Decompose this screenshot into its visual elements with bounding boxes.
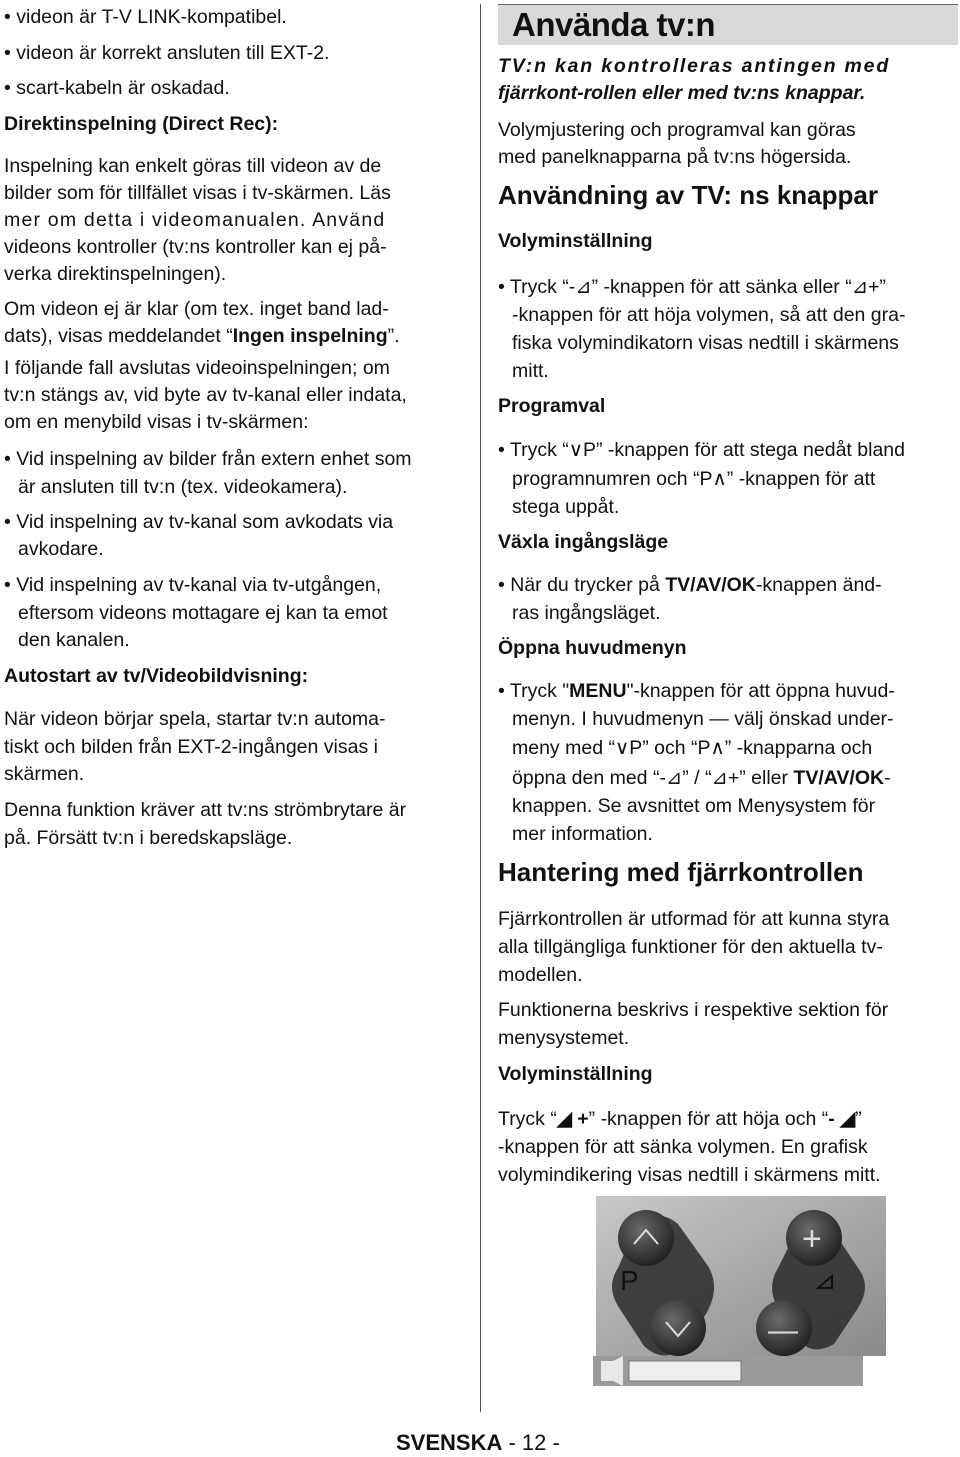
sub-heading: Volyminställning (498, 1063, 653, 1085)
text-line: avkodare. (18, 538, 104, 560)
text-fragment: dats), visas meddelandet “ (4, 325, 233, 347)
column-divider (480, 4, 481, 1412)
text-line: mer information. (512, 823, 653, 845)
text-line: videons kontroller (tv:ns kontroller kan ej på- (4, 236, 387, 258)
text-line: I följande fall avslutas videoinspelningen; om (4, 357, 390, 379)
text-line: När videon börjar spela, startar tv:n automa- (4, 708, 386, 730)
bullet-line: • videon är T-V LINK-kompatibel. (4, 6, 287, 28)
volume-down-symbol: - ◢ (828, 1108, 856, 1130)
text-line: Funktionerna beskrivs i respektive sektion för (498, 999, 889, 1021)
sub-heading: Programval (498, 395, 606, 417)
text-line: fiska volymindikatorn visas nedtill i skärmens (512, 332, 899, 354)
section-heading: Hantering med fjärrkontrollen (498, 857, 864, 887)
text-line: menysystemet. (498, 1027, 630, 1049)
text-line: -knappen för att höja volymen, så att den gra- (512, 304, 906, 326)
page-title: Använda tv:n (512, 6, 716, 43)
text-fragment: ” -knappen för att höja och “ (588, 1108, 829, 1130)
page-number: - 12 - (508, 1430, 560, 1455)
bullet-line: • Tryck “-⊿” -knappen för att sänka eller “⊿+” (498, 276, 886, 298)
text-line: den kanalen. (18, 629, 130, 651)
plus-label: + (802, 1220, 822, 1258)
bullet-line: • Vid inspelning av bilder från extern enhet som (4, 448, 412, 470)
sub-heading: Växla ingångsläge (498, 531, 669, 553)
text-line: mitt. (512, 360, 549, 382)
text-fragment: "-knappen för att öppna huvud- (626, 680, 895, 702)
tv-av-ok-label: TV/AV/OK (793, 767, 885, 789)
text-line: stega uppåt. (512, 496, 620, 518)
text-line: meny med “∨P” och “P∧” -knapparna och (512, 737, 873, 759)
bullet-line: • Vid inspelning av tv-kanal via tv-utgången, (4, 574, 382, 596)
text-line: programnumren och “P∧” -knappen för att (512, 468, 876, 490)
text-line (4, 323, 400, 350)
text-fragment: -knappen änd- (755, 574, 882, 596)
volume-indicator-bar (593, 1356, 863, 1386)
text-fragment: ” (855, 1108, 862, 1130)
text-line: volymindikering visas nedtill i skärmens mitt. (498, 1164, 881, 1186)
text-line: tv:n stängs av, vid byte av tv-kanal eller indata, (4, 384, 407, 406)
text-line (498, 1106, 862, 1133)
sub-heading: Volyminställning (498, 230, 653, 252)
p-label: P (620, 1265, 639, 1296)
language-label: SVENSKA (396, 1430, 503, 1455)
text-fragment: • När du trycker på (498, 574, 666, 596)
program-down-button[interactable] (650, 1300, 706, 1356)
text-fragment: Tryck “ (498, 1108, 557, 1130)
message-ingen-inspelning: Ingen inspelning (232, 325, 388, 347)
text-line: Denna funktion kräver att tv:ns strömbrytare är (4, 799, 407, 821)
text-fragment: - (884, 767, 891, 789)
text-line: modellen. (498, 964, 583, 986)
text-line: -knappen för att sänka volymen. En grafisk (498, 1136, 868, 1158)
text-line: menyn. I huvudmenyn — välj önskad under- (512, 708, 894, 730)
bullet-line: • Tryck “∨P” -knappen för att stega nedåt bland (498, 439, 905, 461)
text-line: skärmen. (4, 763, 85, 785)
volume-level-fill (629, 1361, 741, 1381)
text-line: knappen. Se avsnittet om Menysystem för (512, 795, 876, 817)
bullet-line: • scart-kabeln är oskadad. (4, 77, 230, 99)
section-heading: Användning av TV: ns knappar (498, 180, 878, 210)
text-line: är ansluten till tv:n (tex. videokamera). (18, 476, 348, 498)
speaker-icon (601, 1361, 613, 1381)
text-line: eftersom videons mottagare ej kan ta emot (18, 602, 388, 624)
text-line: Fjärrkontrollen är utformad för att kunna styra (498, 908, 890, 930)
text-line: om en menybild visas i tv-skärmen: (4, 411, 309, 433)
text-line: verka direktinspelningen). (4, 263, 227, 285)
menu-label: MENU (569, 680, 627, 702)
program-up-button[interactable] (618, 1210, 674, 1266)
text-line: bilder som för tillfället visas i tv-skärmen. Läs (4, 182, 391, 204)
page-footer (396, 1430, 560, 1456)
text-line: ras ingångsläget. (512, 602, 661, 624)
text-line: med panelknapparna på tv:ns högersida. (498, 146, 852, 168)
text-line: Om videon ej är klar (om tex. inget band lad- (4, 298, 389, 320)
text-line: mer om detta i videomanualen. Använd (4, 209, 386, 231)
bullet-line (498, 572, 882, 599)
bullet-line (498, 678, 895, 705)
text-fragment: öppna den med “-⊿” / “⊿+” eller (512, 767, 794, 789)
section-heading: Direktinspelning (Direct Rec): (4, 113, 279, 135)
text-line: tiskt och bilden från EXT-2-ingången visas i (4, 736, 378, 758)
text-line: på. Försätt tv:n i beredskapsläge. (4, 827, 293, 849)
tv-av-ok-label: TV/AV/OK (665, 574, 756, 596)
speaker-cone-icon (613, 1356, 623, 1386)
text-line: alla tillgängliga funktioner för den aktuella tv- (498, 936, 883, 958)
text-line (512, 765, 891, 792)
bullet-line: • Vid inspelning av tv-kanal som avkodats via (4, 511, 394, 533)
bullet-line: • videon är korrekt ansluten till EXT-2. (4, 42, 330, 64)
intro-line: TV:n kan kontrolleras antingen med (498, 55, 891, 77)
intro-line: fjärrkont-rollen eller med tv:ns knappar. (498, 82, 866, 104)
text-line: Volymjustering och programval kan göras (498, 119, 856, 141)
text-fragment: • Tryck " (498, 680, 570, 702)
text-line: Inspelning kan enkelt göras till videon av de (4, 155, 382, 177)
title-banner (498, 4, 958, 45)
section-heading: Autostart av tv/Videobildvisning: (4, 665, 309, 687)
volume-up-symbol: ◢ + (556, 1108, 589, 1130)
sub-heading: Öppna huvudmenyn (498, 637, 687, 659)
text-fragment: ”. (387, 325, 400, 347)
minus-label: — (768, 1314, 798, 1347)
